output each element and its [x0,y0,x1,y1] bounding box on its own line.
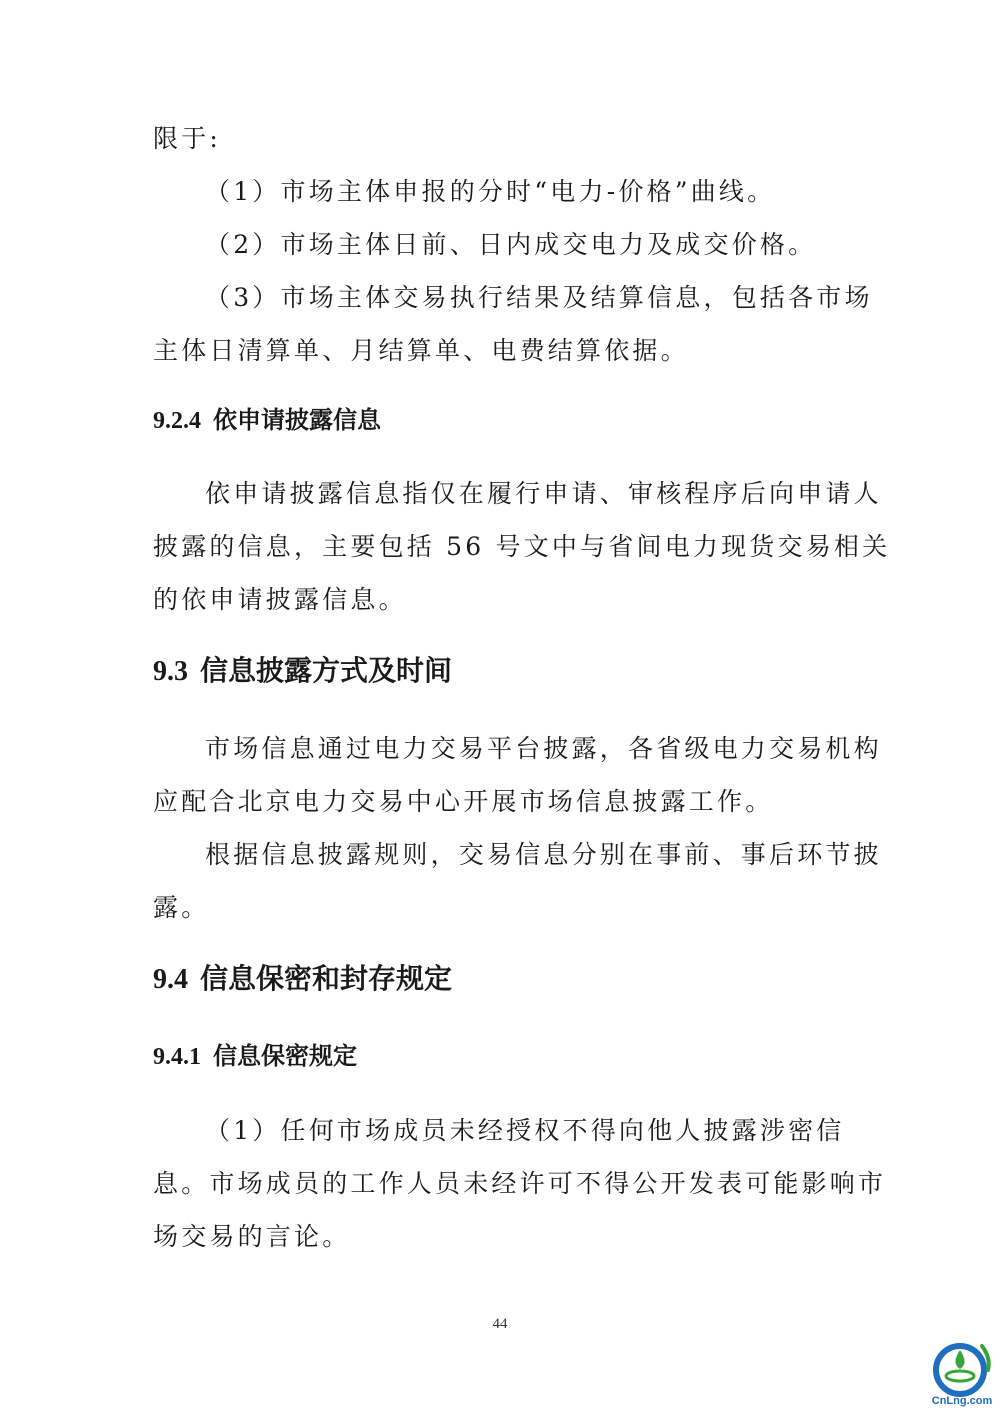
cnlng-logo-text: CnLng.com [931,1395,993,1407]
cnlng-logo-icon [928,1336,996,1408]
heading-number: 9.3 [153,656,188,687]
list-item-2: （2）市场主体日前、日内成交电力及成交价格。 [205,230,817,259]
list-item-3-line-2: 主体日清算单、月结算单、电费结算依据。 [153,336,689,365]
heading-title: 信息保密规定 [213,1042,357,1070]
heading-number: 9.4.1 [153,1044,201,1070]
paragraph-9-3-b-line-1: 根据信息披露规则，交易信息分别在事前、事后环节披 [205,840,882,869]
heading-9-4-1 [153,1036,357,1077]
heading-9-4 [153,957,452,1002]
paragraph-9-2-4-line-3: 的依申请披露信息。 [153,585,407,614]
heading-9-2-4 [153,400,381,441]
list-item-1: （1）市场主体申报的分时“电力-价格”曲线。 [205,177,776,206]
paragraph-9-2-4-line-2: 披露的信息，主要包括 56 号文中与省间电力现货交易相关 [153,532,891,561]
heading-9-3 [153,649,452,694]
list-item-3-line-1: （3）市场主体交易执行结果及结算信息，包括各市场 [205,283,873,312]
page-number: 44 [492,1316,508,1332]
heading-title: 信息保密和封存规定 [200,962,453,995]
paragraph-9-4-1-line-1: （1）任何市场成员未经授权不得向他人披露涉密信 [205,1116,845,1145]
paragraph-9-3-a-line-1: 市场信息通过电力交易平台披露，各省级电力交易机构 [205,734,882,763]
paragraph-limit: 限于: [153,124,222,153]
paragraph-9-4-1-line-2: 息。市场成员的工作人员未经许可不得公开发表可能影响市 [153,1169,887,1198]
paragraph-9-2-4-line-1: 依申请披露信息指仅在履行申请、审核程序后向申请人 [205,479,882,508]
heading-number: 9.4 [153,964,188,995]
heading-title: 信息披露方式及时间 [200,654,453,687]
heading-title: 依申请披露信息 [213,406,381,434]
cnlng-logo [928,1336,996,1408]
paragraph-9-4-1-line-3: 场交易的言论。 [153,1222,351,1251]
paragraph-9-3-b-line-2: 露。 [153,893,210,922]
paragraph-9-3-a-line-2: 应配合北京电力交易中心开展市场信息披露工作。 [153,787,774,816]
heading-number: 9.2.4 [153,408,201,434]
